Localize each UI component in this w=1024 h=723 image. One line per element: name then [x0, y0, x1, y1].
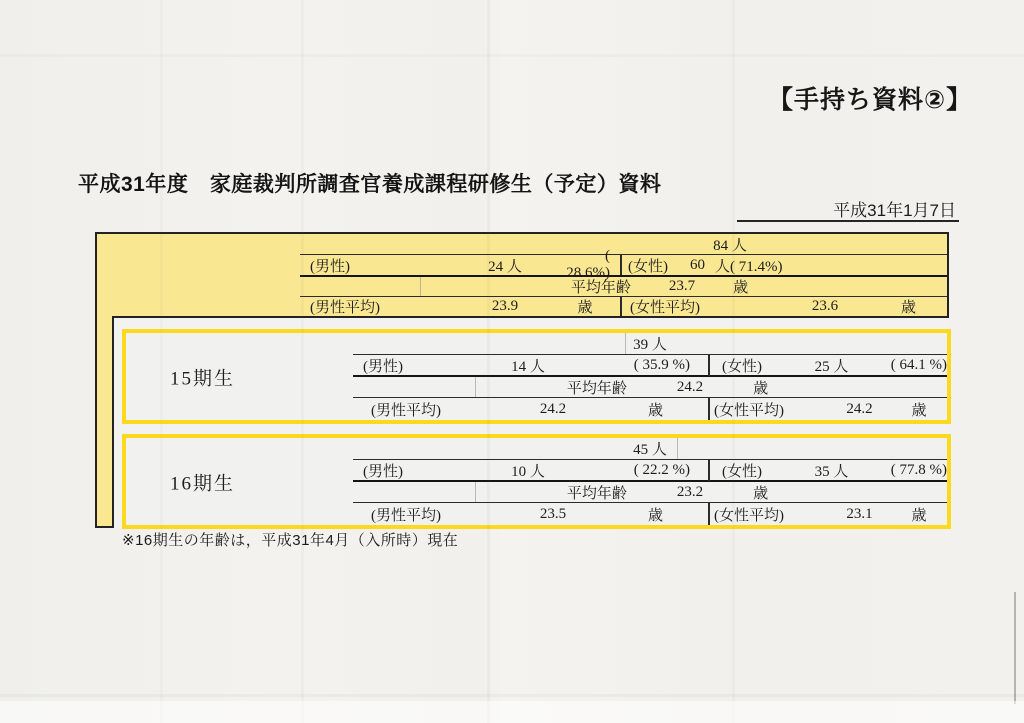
- summary-avg-label: 平均年齢: [570, 280, 631, 296]
- class16-female-label: (女性): [722, 463, 762, 480]
- class15-male-count: 14 人: [511, 358, 545, 375]
- class16-female-avg-unit: 歳: [911, 507, 927, 524]
- class16-avg-unit: 歳: [753, 485, 769, 502]
- summary-female-avg-value: 23.6: [811, 297, 839, 314]
- class15-total: 39 人: [633, 337, 667, 353]
- summary-female-percent: 人( 71.4%): [715, 258, 783, 275]
- class16-avg-value: 23.2: [676, 483, 704, 500]
- class15-male-avg-unit: 歳: [647, 402, 663, 419]
- class16-total: 45 人: [633, 442, 667, 458]
- class16-male-percent: ( 22.2 %): [633, 461, 690, 478]
- scan-crease: [0, 54, 1024, 57]
- class16-table: [122, 434, 951, 529]
- summary-male-cells: [300, 248, 620, 281]
- summary-table: [95, 232, 949, 318]
- class15-female-cells: [708, 354, 947, 376]
- summary-avg-unit: 歳: [733, 280, 749, 296]
- summary-male-avg-label: (男性平均): [310, 299, 380, 316]
- document-date: 平成31年1月7日: [737, 196, 959, 222]
- class16-female-count: 35 人: [814, 463, 849, 480]
- class15-female-avg-value: 24.2: [846, 400, 873, 417]
- class15-total-row: [353, 333, 947, 354]
- class15-female-label: (女性): [722, 358, 762, 375]
- class15-table: [122, 329, 951, 424]
- summary-total-row: [300, 234, 947, 254]
- class15-male-avg-cells: [353, 398, 708, 420]
- class16-male-avg-cells: [353, 503, 708, 525]
- class15-avg-unit: 歳: [753, 380, 769, 397]
- class15-male-cells: [353, 354, 708, 376]
- class16-male-avg-label: (男性平均): [371, 507, 441, 524]
- class16-male-label: (男性): [363, 463, 403, 480]
- document-title: 平成31年度 家庭裁判所調査官養成課程研修生（予定）資料: [78, 173, 662, 196]
- summary-female-cells: [620, 255, 947, 275]
- summary-female-avg-label: (女性平均): [630, 299, 700, 316]
- highlight-left-strip: [95, 316, 114, 528]
- scan-bottom-edge: [0, 701, 1024, 723]
- summary-male-percent: ( 28.6%): [566, 248, 610, 281]
- class16-gender-avg-row: [353, 503, 947, 525]
- summary-total: 84 人: [713, 237, 747, 254]
- class15-male-avg-value: 24.2: [539, 400, 567, 417]
- summary-female-avg-cells: [620, 296, 947, 316]
- summary-gender-row: [300, 248, 947, 281]
- class15-gender-row: [353, 354, 947, 376]
- class15-female-avg-cells: [708, 398, 947, 420]
- class16-avg-age-row: [353, 482, 947, 502]
- summary-male-count: 24 人: [488, 258, 522, 275]
- summary-male-avg-unit: 歳: [577, 299, 593, 316]
- class16-male-avg-unit: 歳: [647, 507, 663, 524]
- scan-crease: [0, 694, 1024, 697]
- footnote: ※16期生の年齢は，平成31年4月（入所時）現在: [122, 532, 459, 549]
- summary-female-count: 60: [690, 256, 705, 273]
- class16-male-avg-value: 23.5: [539, 505, 567, 522]
- class16-female-avg-label: (女性平均): [714, 507, 784, 524]
- class15-female-avg-unit: 歳: [911, 402, 927, 419]
- class16-total-row: [353, 438, 947, 459]
- class16-female-percent: ( 77.8 %): [890, 461, 947, 478]
- class15-avg-age-row: [353, 377, 947, 397]
- summary-avg-age-row: [300, 277, 947, 296]
- class16-avg-label: 平均年齢: [566, 485, 627, 502]
- class16-name: 16期生: [170, 473, 236, 494]
- summary-male-label: (男性): [310, 258, 350, 275]
- summary-male-avg-value: 23.9: [491, 297, 519, 314]
- handout-tag: 【手持ち資料②】: [768, 86, 973, 114]
- class16-female-avg-value: 23.1: [846, 505, 873, 522]
- class16-gender-row: [353, 459, 947, 481]
- class15-female-percent: ( 64.1 %): [890, 356, 947, 373]
- class15-male-label: (男性): [363, 358, 403, 375]
- class16-male-count: 10 人: [511, 463, 545, 480]
- class15-male-percent: ( 35.9 %): [633, 356, 690, 373]
- class15-avg-label: 平均年齢: [566, 380, 627, 397]
- class15-female-avg-label: (女性平均): [714, 402, 784, 419]
- summary-female-label: (女性): [628, 258, 668, 275]
- class15-female-count: 25 人: [814, 358, 849, 375]
- summary-male-avg-cells: [300, 296, 620, 316]
- class15-avg-value: 24.2: [676, 378, 704, 395]
- scan-edge-mark: [1014, 592, 1016, 704]
- class16-female-avg-cells: [708, 503, 947, 525]
- summary-gender-avg-row: [300, 296, 947, 316]
- class15-male-avg-label: (男性平均): [371, 402, 441, 419]
- class15-gender-avg-row: [353, 398, 947, 420]
- class16-male-cells: [353, 459, 708, 481]
- class16-female-cells: [708, 459, 947, 481]
- class15-name: 15期生: [170, 368, 236, 389]
- summary-avg-value: 23.7: [668, 278, 696, 294]
- summary-female-avg-unit: 歳: [900, 299, 916, 316]
